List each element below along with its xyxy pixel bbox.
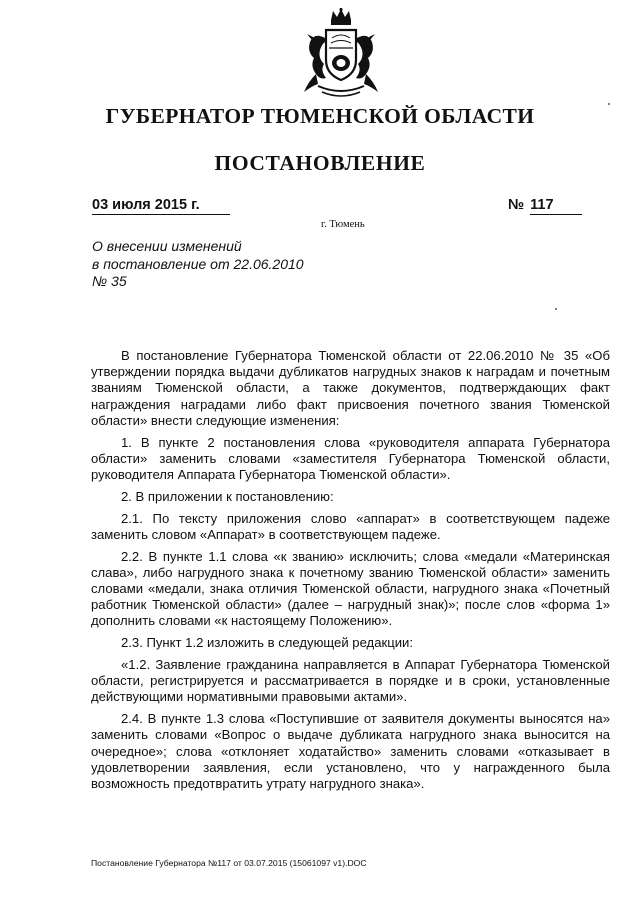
document-type-title: ПОСТАНОВЛЕНИЕ [214,151,426,175]
body-paragraph: 2.3. Пункт 1.2 изложить в следующей редакции: [121,635,413,651]
number-value: 117 [530,197,582,215]
document-number [508,197,582,215]
body-paragraph: «1.2. Заявление гражданина направляется в Аппарат Губернатора Тюменской области, регистрируется и рассматривается в порядке и в сроки, установленные действующими нормативными правовыми актами». [91,657,610,705]
subject-line: в постановление от 22.06.2010 [92,255,304,272]
body-paragraph: В постановление Губернатора Тюменской области от 22.06.2010 № 35 «Об утверждении порядка выдачи дубликатов нагрудных знаков к наградам и почетным званиям Тюменской области, а также документов, подтверждающих факт награждения наградами либо факт присвоения почетного звания Тюменской области» внести следующие изменения: [91,348,610,428]
scan-speck [608,103,610,105]
body-paragraph: 2.1. По тексту приложения слово «аппарат» в соответствующем падеже заменить словом «Аппарат» в соответствующем падеже. [91,510,610,542]
body-paragraph: 2.4. В пункте 1.3 слова «Поступившие от заявителя документы выносятся на» заменить словами «Вопрос о выдаче дубликата нагрудного знака выносится на очередное»; слова «отклоняет ходатайство» заменить словами «отказывает в удовлетворении заявления, если установлено, что у награжденного была возможность предотвратить утрату нагрудного знака». [91,711,610,792]
document-body [91,348,610,798]
scan-speck [555,308,557,310]
coat-of-arms-icon [298,8,384,104]
body-paragraph: 1. В пункте 2 постановления слова «руководителя аппарата Губернатора области» заменить словами «заместителя Губернатора Тюменской области, руководителя Аппарата Губернатора Тюменской области». [91,434,610,483]
body-paragraph: 2. В приложении к постановлению: [121,488,334,504]
body-paragraph: 2.2. В пункте 1.1 слова «к званию» исключить; слова «медали «Материнская слава», либо нагрудного знака к почетному званию Тюменской области» заменить словами «медали, знака отличия Тюменской области, нагрудного знака «Почетный работник Тюменской области» (далее – нагрудный знак)»; после слов «форма 1» дополнить словами «к настоящему Положению». [91,548,610,629]
footer-file-reference: Постановление Губернатора №117 от 03.07.2015 (15061097 v1).DOC [91,858,367,868]
subject-line: № 35 [92,273,127,289]
issuing-authority: ГУБЕРНАТОР ТЮМЕНСКОЙ ОБЛАСТИ [105,104,535,128]
subject-line: О внесении изменений [92,238,242,254]
number-prefix: № [508,197,525,213]
document-city: г. Тюмень [321,219,365,230]
document-subject [92,238,352,291]
document-date: 03 июля 2015 г. [92,197,230,215]
